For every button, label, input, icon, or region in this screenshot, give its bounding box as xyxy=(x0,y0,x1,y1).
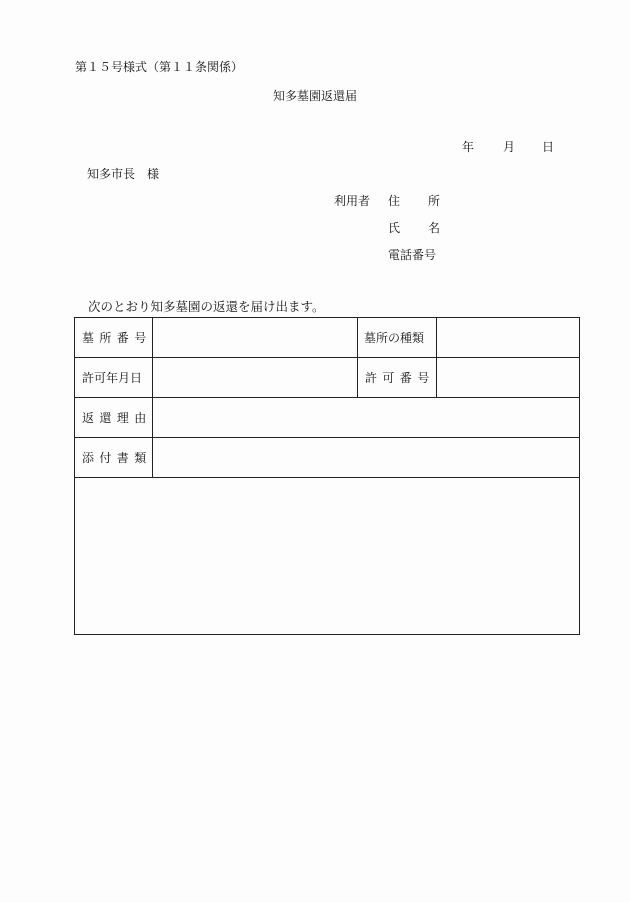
grave-number-field[interactable] xyxy=(153,318,358,358)
grave-number-label: 墓所番号 xyxy=(75,318,153,358)
document-title: 知多墓園返還届 xyxy=(272,89,357,103)
remarks-area[interactable] xyxy=(75,478,580,635)
name-label-char-2: 名 xyxy=(427,221,440,235)
grave-type-label: 墓所の種類 xyxy=(358,318,437,358)
address-label-char-1: 住 xyxy=(388,194,401,208)
applicant-label: 利用者 xyxy=(334,194,371,208)
return-reason-label: 返還理由 xyxy=(75,398,153,438)
grave-type-field[interactable] xyxy=(437,318,580,358)
permit-number-field[interactable] xyxy=(437,358,580,398)
return-reason-field[interactable] xyxy=(153,398,580,438)
address-label xyxy=(388,195,440,207)
addressee: 知多市長 様 xyxy=(87,167,160,181)
table-row xyxy=(75,438,580,478)
date-month-label: 月 xyxy=(503,140,516,154)
attachments-field[interactable] xyxy=(153,438,580,478)
phone-label: 電話番号 xyxy=(388,248,437,262)
date-year-label: 年 xyxy=(462,140,475,154)
return-form-table xyxy=(74,317,580,635)
table-row xyxy=(75,398,580,438)
intro-text: 次のとおり知多墓園の返還を届け出ます。 xyxy=(88,299,325,314)
table-row xyxy=(75,318,580,358)
table-row xyxy=(75,358,580,398)
name-label xyxy=(388,222,440,234)
date-day-label: 日 xyxy=(542,140,555,154)
form-number: 第１５号様式（第１１条関係） xyxy=(75,60,244,74)
name-label-char-1: 氏 xyxy=(388,221,401,235)
address-label-char-2: 所 xyxy=(427,194,440,208)
permit-date-label: 許可年月日 xyxy=(75,358,153,398)
attachments-label: 添付書類 xyxy=(75,438,153,478)
table-row xyxy=(75,478,580,635)
permit-date-field[interactable] xyxy=(153,358,358,398)
permit-number-label: 許可番号 xyxy=(358,358,437,398)
